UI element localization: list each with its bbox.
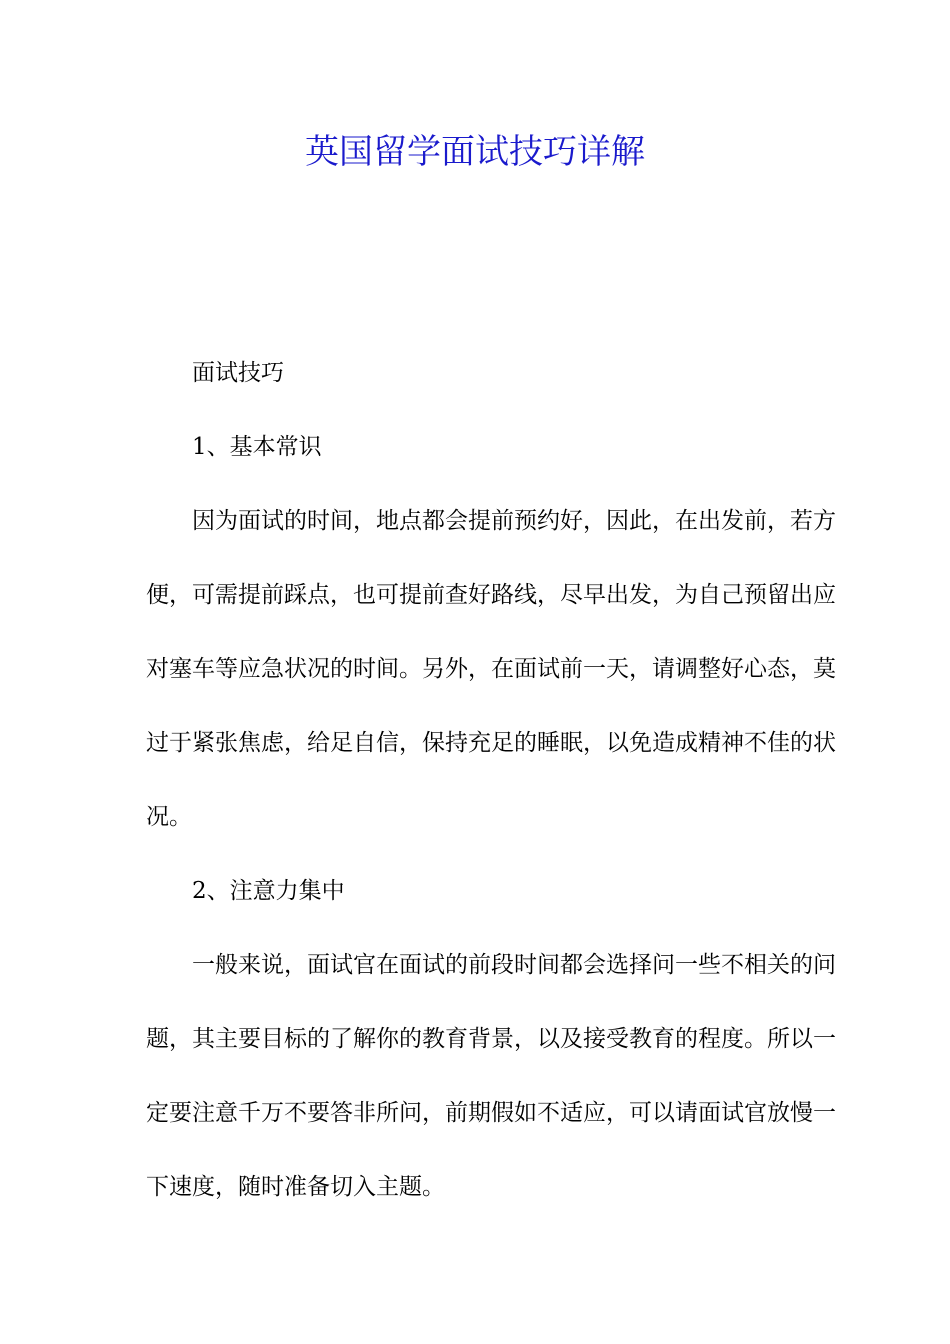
paragraph-concentration: 一般来说，面试官在面试的前段时间都会选择问一些不相关的问题，其主要目标的了解你的教育背景，以及接受教育的程度。所以一定要注意千万不要答非所问，前期假如不适应，可以请面试官放慢一下速度，随时准备切入主题。 (146, 952, 836, 1200)
paragraph-basic-knowledge: 因为面试的时间，地点都会提前预约好，因此，在出发前，若方便，可需提前踩点，也可提前查好路线，尽早出发，为自己预留出应对塞车等应急状况的时间。另外，在面试前一天，请调整好心态，莫过于紧张焦虑，给足自信，保持充足的睡眠，以免造成精神不佳的状况。 (146, 508, 836, 830)
document-title: 英国留学面试技巧详解 (305, 132, 645, 172)
subheading-basic-knowledge: 1、基本常识 (192, 434, 322, 460)
section-heading-interview-tips: 面试技巧 (192, 360, 284, 386)
document-body (146, 336, 836, 1224)
subheading-concentration: 2、注意力集中 (192, 878, 345, 904)
